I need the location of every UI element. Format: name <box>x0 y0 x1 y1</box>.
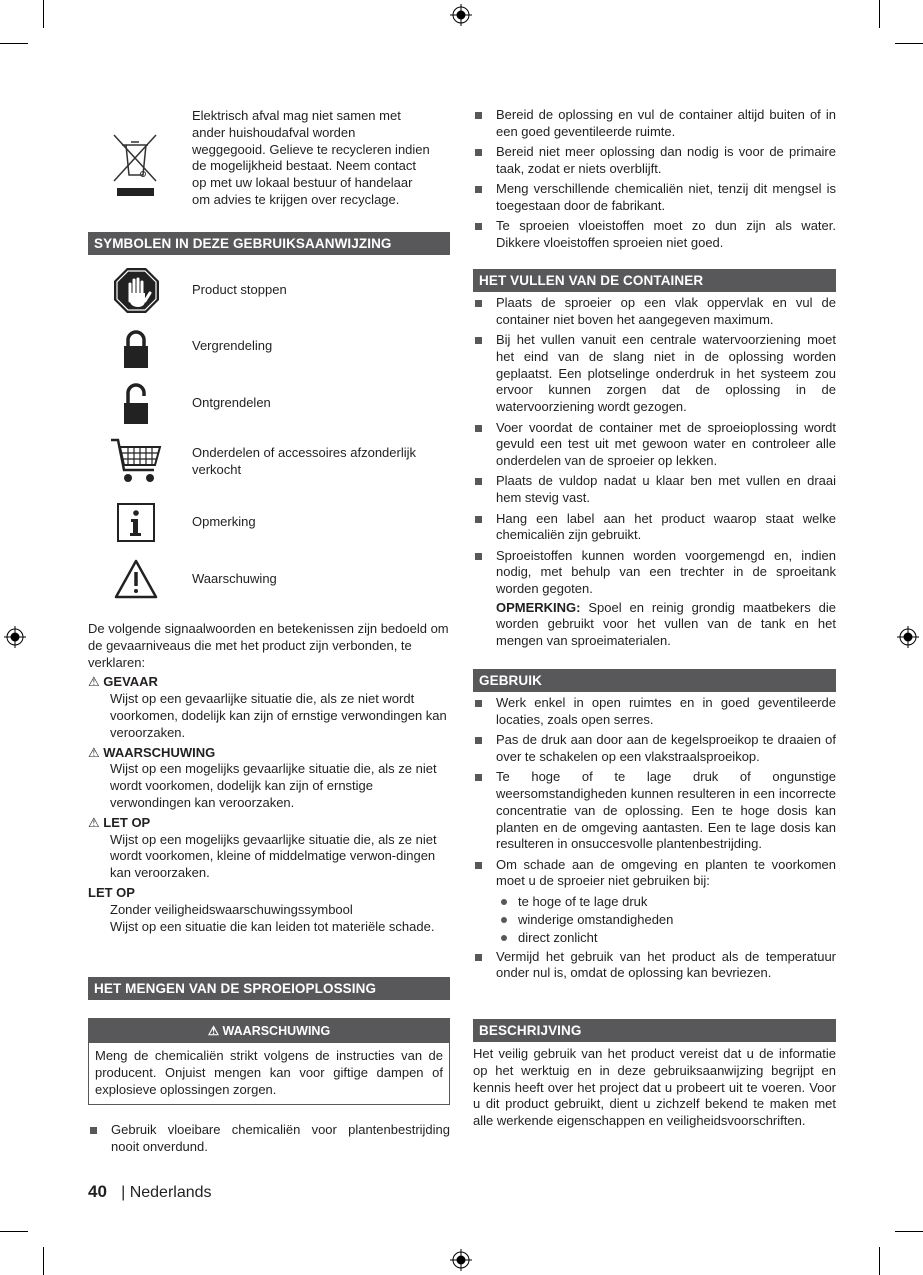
symbol-label-stop: Product stoppen <box>192 282 287 297</box>
signal-subtitle: Zonder veiligheidswaarschuwingssymbool <box>110 901 353 917</box>
bullet-item: Werk enkel in open ruimtes en in goed geventileerde locaties, zoals open serres. <box>473 695 836 729</box>
section-header-description: BESCHRIJVING <box>473 1019 836 1042</box>
crop-mark <box>895 43 923 44</box>
bullet-item: Plaats de sproeier op een vlak oppervlak en vul de container niet boven het aangegeven maximum. <box>473 295 836 329</box>
signal-title: ⚠ GEVAAR <box>88 674 158 690</box>
bullet-item: Plaats de vuldop nadat u klaar ben met vullen en draai hem stevig vast. <box>473 473 836 507</box>
registration-mark-icon <box>4 626 26 648</box>
bullet-item: Vermijd het gebruik van het product als de temperatuur onder nul is, omdat de oplossing kan bevriezen. <box>473 949 836 983</box>
page-footer <box>88 1181 212 1204</box>
crop-mark <box>0 1231 28 1232</box>
warning-small-icon: ⚠ <box>88 744 100 760</box>
symbol-label-cart: Onderdelen of accessoires afzonderlijk verkocht <box>192 445 417 477</box>
bullet-item: Gebruik vloeibare chemicaliën voor plantenbestrijding nooit onverdund. <box>88 1122 450 1156</box>
section-header-filling: HET VULLEN VAN DE CONTAINER <box>473 269 836 292</box>
sub-bullet-item: winderige omstandigheden <box>473 912 836 929</box>
unlock-icon <box>122 383 150 425</box>
bullet-item: Hang een label aan het product waarop staat welke chemicaliën zijn gebruikt. <box>473 511 836 545</box>
section-header-use: GEBRUIK <box>473 669 836 692</box>
warning-box: ⚠ WAARSCHUWING Meng de chemicaliën strikt volgens de instructies van de producent. Onjuist mengen kan voor giftige dampen of explosieve oplossingen zorgen. <box>88 1018 450 1105</box>
section-header-symbols: SYMBOLEN IN DEZE GEBRUIKSAANWIJZING <box>88 232 450 255</box>
bullet-item: Voer voordat de container met de sproeioplossing wordt gevuld een test uit met gewoon water en controleer alle onderdelen van de sproeier op lekken. <box>473 420 836 470</box>
warning-small-icon: ⚠ <box>88 674 100 690</box>
shopping-cart-icon <box>110 437 162 485</box>
crop-mark <box>879 0 880 28</box>
signal-title: ⚠ LET OP <box>88 814 151 830</box>
signal-title: ⚠ WAARSCHUWING <box>88 744 216 760</box>
crop-mark <box>879 1247 880 1275</box>
signal-text: Wijst op een mogelijks gevaarlijke situatie die, als ze niet wordt voorkomen, kleine of middelmatige verwon-dingen kan veroorzaken. <box>110 831 437 881</box>
warning-text: Meng de chemicaliën strikt volgens de instructies van de producent. Onjuist mengen kan voor giftige dampen of explosieve oplossingen zorgen. <box>95 1048 443 1097</box>
registration-mark-icon <box>450 1249 472 1271</box>
bullet-item: Bij het vullen vanuit een centrale watervoorziening moet het eind van de slang niet in de oplossing worden geplaatst. Een plotselinge onderdruk in het systeem zou ervoor kunnen zorgen dat de oplossing in de watervoorziening wordt gezogen. <box>473 332 836 416</box>
crop-mark <box>0 43 28 44</box>
symbol-label-warning: Waarschuwing <box>192 571 277 586</box>
registration-mark-icon <box>897 626 919 648</box>
warning-icon: ⚠ <box>207 1024 220 1038</box>
note: OPMERKING: Spoel en reinig grondig maatbekers die worden gebruikt voor het vullen van de tank en het mengen van sproeimaterialen. <box>496 599 836 649</box>
symbol-label-info: Opmerking <box>192 514 256 529</box>
signal-text: Wijst op een mogelijks gevaarlijke situatie die, als ze niet wordt voorkomen, dodelijk kan zijn of ernstige verwondingen kan veroorzaken. <box>110 761 437 810</box>
bullet-item: Te hoge of te lage druk of ongunstige weersomstandigheden kunnen resulteren in een incorrecte concentratie van de oplossing. Een te hoge dosis kan planten en de omgeving aantasten. Een te lage dosis kan resulteren in onsuccesvolle plantenbestrijding. <box>473 769 836 853</box>
weee-bin-icon <box>112 133 158 199</box>
warning-icon <box>114 559 158 599</box>
crop-mark <box>895 1231 923 1232</box>
page-number: 40 <box>88 1182 107 1201</box>
crop-mark <box>43 0 44 28</box>
bullet-item: Bereid niet meer oplossing dan nodig is voor de primaire taak, zodat er niets overblijft. <box>473 144 836 178</box>
signal-text: Wijst op een situatie die kan leiden tot materiële schade. <box>110 918 435 934</box>
sub-bullet-item: te hoge of te lage druk <box>473 894 836 911</box>
bullet-item: Te sproeien vloeistoffen moet zo dun zijn als water. Dikkere vloeistoffen sproeien niet goed. <box>473 218 836 252</box>
section-header-mixing: HET MENGEN VAN DE SPROEIOPLOSSING <box>88 977 450 1000</box>
symbol-label-unlock: Ontgrendelen <box>192 395 271 410</box>
bullet-item: Meng verschillende chemicaliën niet, tenzij dit mengsel is toegestaan door de fabrikant. <box>473 181 836 215</box>
registration-mark-icon <box>450 4 472 26</box>
bullet-item: Om schade aan de omgeving en planten te voorkomen moet u de sproeier niet gebruiken bij: <box>473 857 836 891</box>
symbol-label-lock: Vergrendeling <box>192 338 273 353</box>
description-text: Het veilig gebruik van het product vereist dat u de informatie op het werktuig en in deze gebruiksaanwijzing begrijpt en kennis heeft over het project dat u probeert uit te voeren. Voor u dit product gebruikt, dient u zichzelf bekend te maken met alle werkende eigenschappen en veiligheidsvoorschriften. <box>473 1046 836 1129</box>
language-label: | Nederlands <box>121 1184 212 1201</box>
signal-intro: De volgende signaalwoorden en betekenissen zijn bedoeld om de gevaarniveaus die met het product zijn verbonden, te verklaren: <box>88 621 449 670</box>
sub-bullet-item: direct zonlicht <box>473 930 836 947</box>
warning-small-icon: ⚠ <box>88 814 100 830</box>
bullet-item: Bereid de oplossing en vul de container altijd buiten of in een goed geventileerde ruimte. <box>473 107 836 141</box>
info-icon <box>117 503 155 542</box>
bullet-item: Pas de druk aan door aan de kegelsproeikop te draaien of over te schakelen op een vlakstraalsproeikop. <box>473 732 836 766</box>
crop-mark <box>43 1247 44 1275</box>
recycle-text: Elektrisch afval mag niet samen met ander huishoudafval worden weggegooid. Gelieve te recycleren indien de mogelijkheid bestaat. Neem contact op met uw lokaal bestuur of handelaar om advies te krijgen over recyclage. <box>192 108 430 207</box>
signal-title: LET OP <box>88 884 135 900</box>
lock-icon <box>122 329 150 369</box>
bullet-item: Sproeistoffen kunnen worden voorgemengd en, indien nodig, met behulp van een trechter in de sproeitank worden gegoten. <box>473 548 836 598</box>
stop-hand-icon <box>113 267 160 314</box>
signal-text: Wijst op een gevaarlijke situatie die, als ze niet wordt voorkomen, dodelijk kan zijn of ernstige verwondingen kan veroorzaken. <box>110 691 447 740</box>
